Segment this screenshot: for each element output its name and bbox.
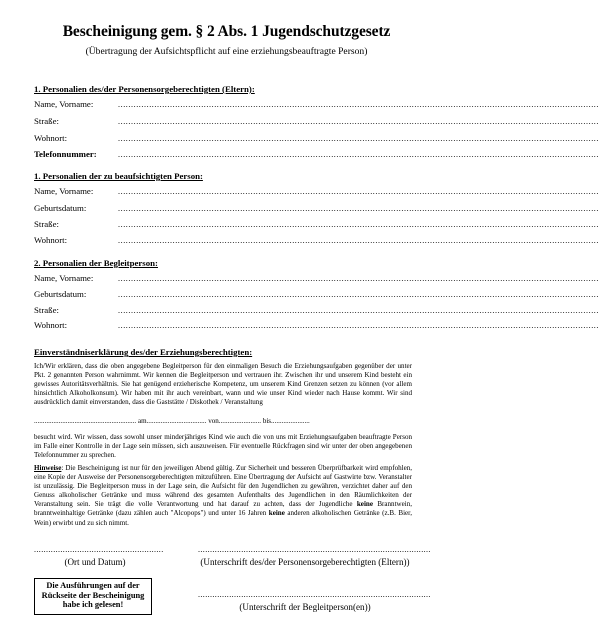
parents-phone-row xyxy=(34,149,599,159)
fill-line[interactable]: ......................................................................................................................................................................................... xyxy=(118,204,599,213)
section-minor-heading: 1. Personalien der zu beaufsichtigten Person: xyxy=(34,171,203,181)
hint-text: anderen alkoholischen Getränke (z.B. Bier, Wein) erwirbt und zu sich nimmt. xyxy=(34,509,412,527)
field-label: Straße: xyxy=(34,305,59,315)
event-fill-line[interactable]: .......................................................... am.................................. von........................ bis...................... xyxy=(34,417,310,425)
field-label: Wohnort: xyxy=(34,235,68,245)
field-label: Geburtsdatum: xyxy=(34,289,87,299)
hint-emphasis: keine xyxy=(268,509,285,518)
hint-emphasis: keine xyxy=(356,500,373,509)
minor-birthdate-row xyxy=(34,203,599,213)
consent-paragraph: Ich/Wir erklären, dass die oben angegebene Begleitperson für den einmaligen Besuch die Erziehungsaufgaben gegenüber der unter Pkt. 2 genannten Person wahrnimmt. Wir kennen die Begleitperson und vertrauen ihr. Zwischen ihr und unserem Kind besteht ein gewisses Autoritätsverhältnis. Sie hat genügend erzieherische Kompetenz, um unserem Kind Grenzen setzen zu können (vor allem hinsichtlich Alkoholkonsum). Wir haben mit ihr auch vereinbart, wann und wie unser Kind wieder nach Hause kommt. Wir sind ausdrücklich damit einverstanden, dass die Gaststätte / Diskothek / Veranstaltung xyxy=(34,362,412,407)
fill-line[interactable]: ......................................................................................................................................................................................... xyxy=(118,150,599,159)
fill-line[interactable]: ......................................................................................................................................................................................... xyxy=(118,117,599,126)
fill-line[interactable]: ......................................................................................................................................................................................... xyxy=(118,220,599,229)
field-label: Name, Vorname: xyxy=(34,273,94,283)
field-label: Straße: xyxy=(34,116,59,126)
notice-line: Die Ausführungen auf der xyxy=(46,581,140,590)
field-label: Name, Vorname: xyxy=(34,99,94,109)
minor-street-row xyxy=(34,219,599,229)
parents-signature-line[interactable]: ................................................................................................. xyxy=(198,545,431,554)
parents-signature-label: (Unterschrift des/der Personensorgeberechtigten (Eltern)) xyxy=(200,557,410,567)
fill-line[interactable]: ......................................................................................................................................................................................... xyxy=(118,236,599,245)
field-label: Name, Vorname: xyxy=(34,186,94,196)
document-title: Bescheinigung gem. § 2 Abs. 1 Jugendschutzgesetz xyxy=(62,23,391,40)
fill-line[interactable]: ......................................................................................................................................................................................... xyxy=(118,100,599,109)
hint-text: : Die Bescheinigung ist nur für den jeweiligen Abend gültig. Zur Sicherheit und besseren Überprüfbarkeit wird empfohlen, eine Kopie der Ausweise der Personensorgeberechtigten mitzuführen. Eine Übertragung der Aufsicht auf Gastwirte bzw. Veranstalter ist unzulässig. Die Begleitperson muss in der Lage sein, die Aufsicht für den Jugendlichen zu gewähren, verzichtet daher auf den Genuss alkoholischer Getränke und muss während des gesamten Aufenthalts des Jugendlichen in den Räumlichkeiten der Veranstaltung sein. Sie trägt die volle Verantwortung und hat darauf zu achten, dass der Jugendliche xyxy=(34,464,412,509)
companion-city-row xyxy=(34,320,599,330)
hint-label: Hinweise xyxy=(34,464,62,472)
document-subtitle: (Übertragung der Aufsichtspflicht auf eine erziehungsbeauftragte Person) xyxy=(85,46,368,57)
notice-line: Rückseite der Bescheinigung xyxy=(41,590,145,600)
fill-line[interactable]: ......................................................................................................................................................................................... xyxy=(118,321,599,330)
hint-paragraph xyxy=(34,464,412,528)
fill-line[interactable]: ......................................................................................................................................................................................... xyxy=(118,290,599,299)
minor-name-row xyxy=(34,186,599,196)
field-label: Straße: xyxy=(34,219,59,229)
place-date-line[interactable]: ...................................................... xyxy=(34,545,164,554)
section-companion-heading: 2. Personalien der Begleitperson: xyxy=(34,258,158,268)
field-label: Wohnort: xyxy=(34,320,68,330)
field-label: Geburtsdatum: xyxy=(34,203,87,213)
notice-line: habe ich gelesen! xyxy=(62,600,124,610)
fill-line[interactable]: ......................................................................................................................................................................................... xyxy=(118,134,599,143)
companion-birthdate-row xyxy=(34,289,599,299)
companion-signature-line[interactable]: ................................................................................................. xyxy=(198,590,431,599)
section-parents-heading: 1. Personalien des/der Personensorgeberechtigten (Eltern): xyxy=(34,84,255,94)
companion-street-row xyxy=(34,305,599,315)
field-label: Wohnort: xyxy=(34,133,68,143)
minor-city-row xyxy=(34,235,599,245)
fill-line[interactable]: ......................................................................................................................................................................................... xyxy=(118,306,599,315)
hint-text: Branntwein, branntweinhaltige Getränke (dazu zählen auch "Alcopops") und unter 16 Jahren xyxy=(34,500,412,518)
companion-name-row xyxy=(34,273,599,283)
parents-city-row xyxy=(34,133,599,143)
consent-paragraph-2: besucht wird. Wir wissen, dass sowohl unser minderjähriges Kind wie auch die von uns mit Erziehungsaufgaben beauftragte Person im Falle einer Kontrolle in der Lage sein müssen, sich auszuweisen. Für eventuelle Rückfragen sind wir unter der oben angegebenen Telefonnummer zu sprechen. xyxy=(34,433,412,460)
parents-name-row xyxy=(34,99,599,109)
parents-street-row xyxy=(34,116,599,126)
read-back-notice-box xyxy=(34,578,152,615)
fill-line[interactable]: ......................................................................................................................................................................................... xyxy=(118,187,599,196)
field-label: Telefonnummer: xyxy=(34,149,97,159)
companion-signature-label: (Unterschrift der Begleitperson(en)) xyxy=(239,602,371,612)
consent-heading: Einverständniserklärung des/der Erziehungsberechtigten: xyxy=(34,347,253,357)
place-date-label: (Ort und Datum) xyxy=(64,557,126,567)
fill-line[interactable]: ......................................................................................................................................................................................... xyxy=(118,274,599,283)
